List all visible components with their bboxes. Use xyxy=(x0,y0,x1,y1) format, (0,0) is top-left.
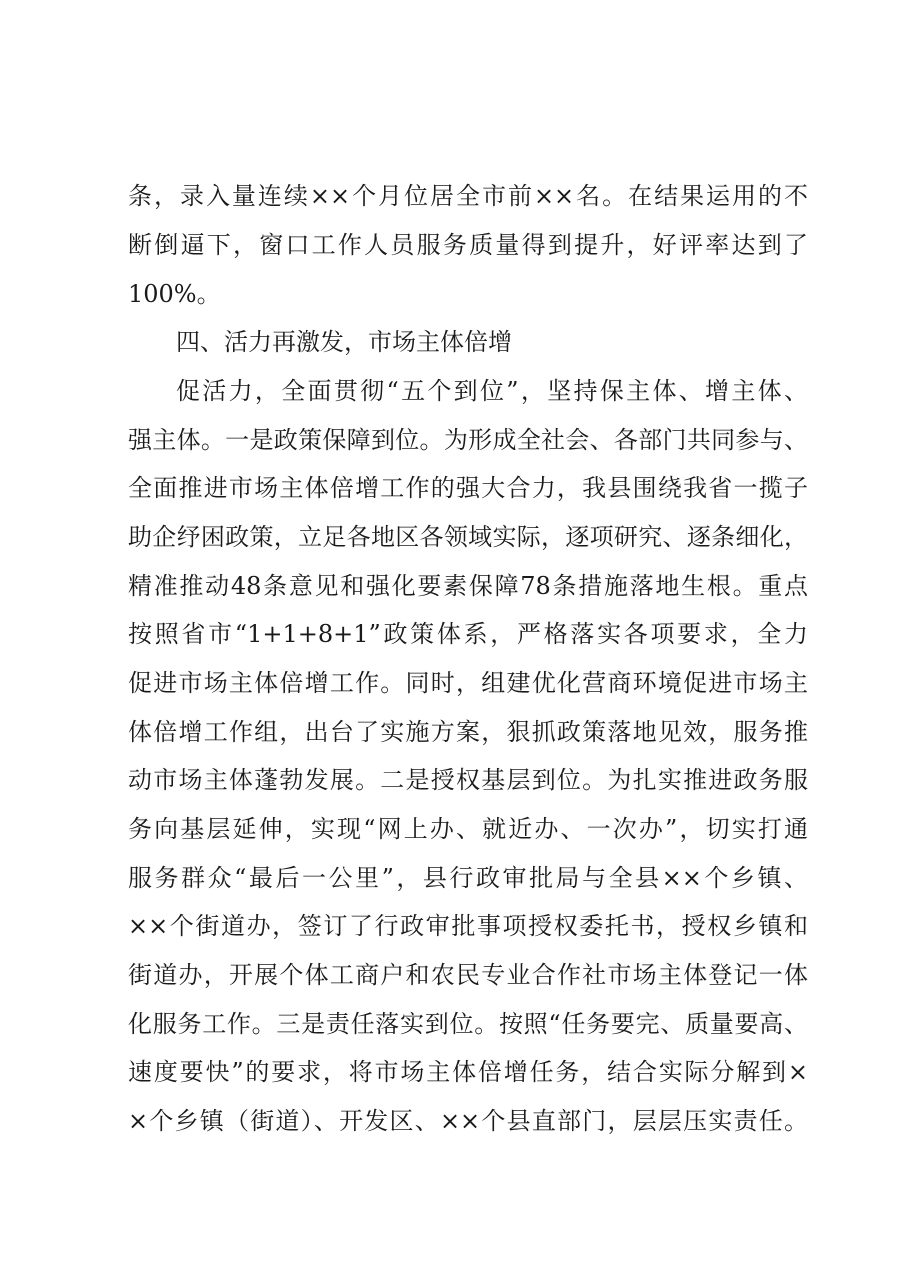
section-heading: 四、活力再激发，市场主体倍增 xyxy=(176,328,512,356)
paragraph-line: 务向基层延伸，实现“网上办、就近办、一次办”，切实打通 xyxy=(128,815,808,843)
paragraph-line: 全面推进市场主体倍增工作的强大合力，我县围绕我省一揽子 xyxy=(128,474,808,502)
paragraph-line: ×个乡镇（街道）、开发区、××个县直部门，层层压实责任。 xyxy=(128,1107,808,1135)
paragraph-line: ××个街道办，签订了行政审批事项授权委托书，授权乡镇和 xyxy=(128,912,808,940)
paragraph-line: 促活力，全面贯彻“五个到位”，坚持保主体、增主体、 xyxy=(176,377,808,405)
paragraph-line: 条，录入量连续××个月位居全市前××名。在结果运用的不 xyxy=(128,182,808,210)
paragraph-line: 速度要快”的要求，将市场主体倍增任务，结合实际分解到× xyxy=(128,1058,808,1086)
paragraph-line: 服务群众“最后一公里”，县行政审批局与全县××个乡镇、 xyxy=(128,864,808,892)
paragraph-line: 助企纾困政策，立足各地区各领域实际，逐项研究、逐条细化， xyxy=(128,523,808,551)
paragraph-line: 促进市场主体倍增工作。同时，组建优化营商环境促进市场主 xyxy=(128,669,808,697)
paragraph-line: 100%。 xyxy=(128,280,221,308)
paragraph-line: 动市场主体蓬勃发展。二是授权基层到位。为扎实推进政务服 xyxy=(128,766,808,794)
paragraph-line: 断倒逼下，窗口工作人员服务质量得到提升，好评率达到了 xyxy=(128,231,808,259)
paragraph-line: 体倍增工作组，出台了实施方案，狠抓政策落地见效，服务推 xyxy=(128,718,808,746)
paragraph-line: 强主体。一是政策保障到位。为形成全社会、各部门共同参与、 xyxy=(128,426,808,454)
paragraph-line: 按照省市“1+1+8+1”政策体系，严格落实各项要求，全力 xyxy=(128,620,808,648)
paragraph-line: 精准推动48条意见和强化要素保障78条措施落地生根。重点 xyxy=(128,572,808,600)
paragraph-line: 化服务工作。三是责任落实到位。按照“任务要完、质量要高、 xyxy=(128,1010,808,1038)
paragraph-line: 街道办，开展个体工商户和农民专业合作社市场主体登记一体 xyxy=(128,961,808,989)
